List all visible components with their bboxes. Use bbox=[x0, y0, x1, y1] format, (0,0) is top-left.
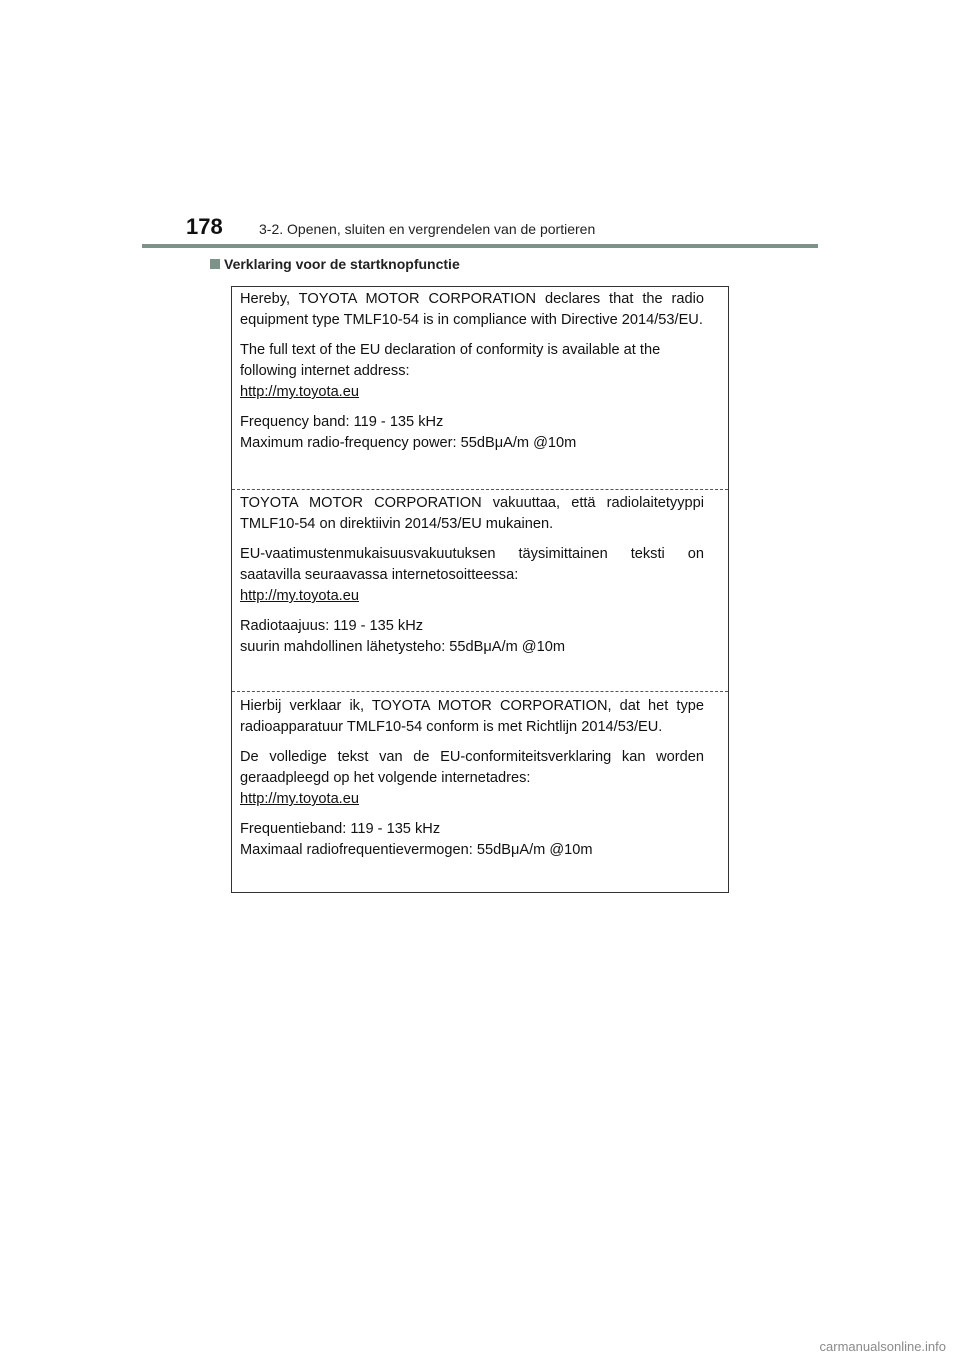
english-line-1: Hereby, TOYOTA MOTOR CORPORATION declares that the radio bbox=[240, 291, 704, 307]
dutch-line-2: radioapparatuur TMLF10-54 conform is met Richtlijn 2014/53/EU. bbox=[240, 719, 663, 735]
english-intro bbox=[240, 289, 704, 331]
section-heading-text: Verklaring voor de startknopfunctie bbox=[224, 256, 460, 272]
english-specs bbox=[240, 412, 704, 454]
english-frequency: Frequency band: 119 - 135 kHz bbox=[240, 414, 444, 430]
dutch-line-1: Hierbij verklaar ik, TOYOTA MOTOR CORPORATION, dat het type bbox=[240, 698, 704, 714]
english-availability bbox=[240, 340, 704, 403]
dutch-line-3: De volledige tekst van de EU-conformiteitsverklaring kan worden bbox=[240, 749, 704, 765]
square-bullet-icon bbox=[210, 259, 220, 269]
finnish-intro bbox=[240, 493, 704, 535]
dutch-intro bbox=[240, 696, 704, 738]
declaration-english bbox=[232, 287, 728, 489]
dutch-frequency: Frequentieband: 119 - 135 kHz bbox=[240, 821, 441, 837]
english-line-4: following internet address: bbox=[240, 363, 410, 379]
chapter-title: 3-2. Openen, sluiten en vergrendelen van de portieren bbox=[259, 221, 596, 237]
declaration-finnish bbox=[232, 489, 728, 691]
english-line-3: The full text of the EU declaration of conformity is available at the bbox=[240, 342, 661, 358]
finnish-frequency: Radiotaajuus: 119 - 135 kHz bbox=[240, 618, 424, 634]
dutch-link[interactable]: http://my.toyota.eu bbox=[240, 791, 359, 807]
english-power: Maximum radio-frequency power: 55dBμA/m @10m bbox=[240, 435, 577, 451]
watermark: carmanualsonline.info bbox=[819, 1339, 946, 1354]
dutch-power: Maximaal radiofrequentievermogen: 55dBμA/m @10m bbox=[240, 842, 593, 858]
finnish-line-4: saatavilla seuraavassa internetosoitteessa: bbox=[240, 567, 519, 583]
finnish-power: suurin mahdollinen lähetysteho: 55dBμA/m @10m bbox=[240, 639, 566, 655]
finnish-specs bbox=[240, 616, 704, 658]
finnish-line-3: EU-vaatimustenmukaisuusvakuutuksen täysimittainen teksti on bbox=[240, 546, 704, 562]
english-link[interactable]: http://my.toyota.eu bbox=[240, 384, 359, 400]
declaration-dutch bbox=[232, 691, 728, 893]
finnish-line-2: TMLF10-54 on direktiivin 2014/53/EU mukainen. bbox=[240, 516, 554, 532]
finnish-availability bbox=[240, 544, 704, 607]
finnish-line-1: TOYOTA MOTOR CORPORATION vakuuttaa, että radiolaitetyyppi bbox=[240, 495, 704, 511]
dutch-specs bbox=[240, 819, 704, 861]
page-number: 178 bbox=[186, 214, 223, 239]
declaration-box bbox=[231, 286, 729, 893]
dutch-availability bbox=[240, 747, 704, 810]
dutch-line-4: geraadpleegd op het volgende internetadres: bbox=[240, 770, 531, 786]
section-heading bbox=[210, 256, 460, 272]
finnish-link[interactable]: http://my.toyota.eu bbox=[240, 588, 359, 604]
header-rule bbox=[142, 244, 818, 248]
english-line-2: equipment type TMLF10-54 is in compliance with Directive 2014/53/EU. bbox=[240, 312, 703, 328]
